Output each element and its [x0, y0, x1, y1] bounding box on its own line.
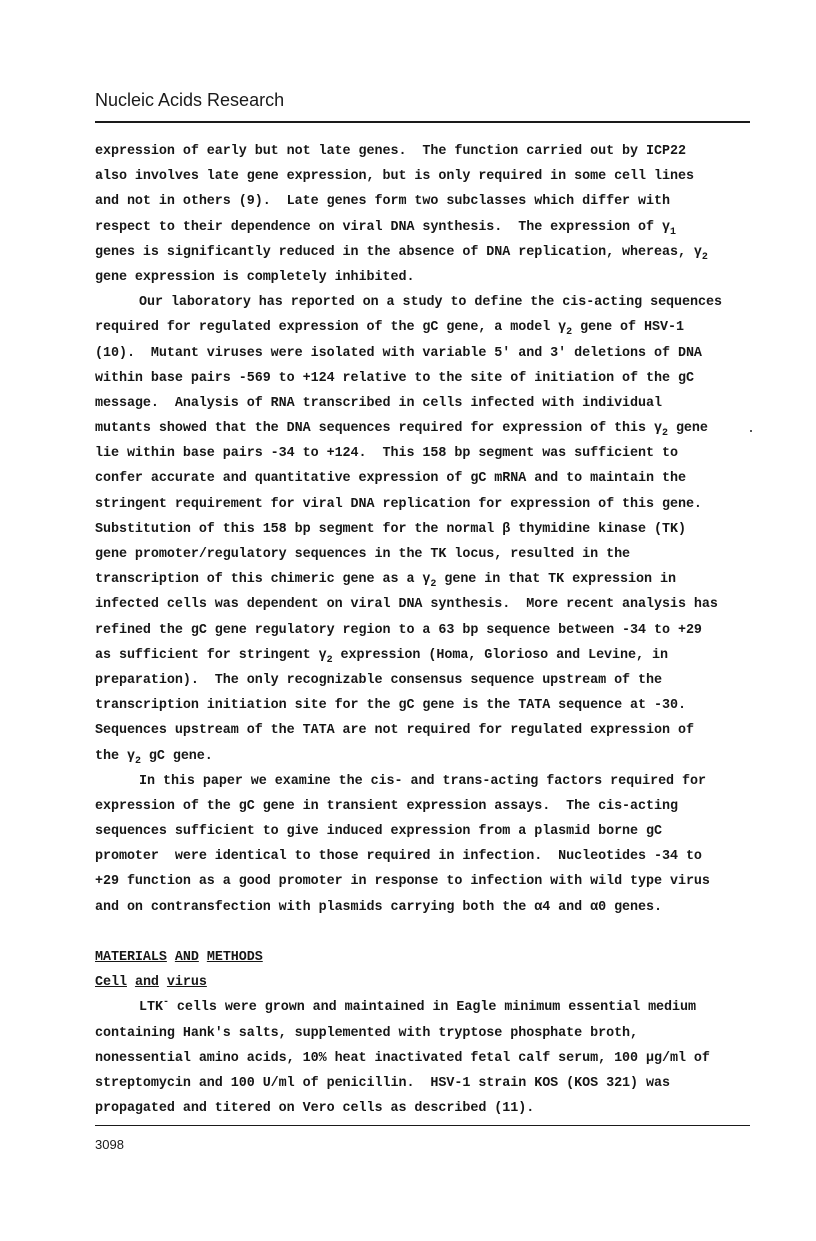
text-segment: gene in that TK expression in [436, 572, 676, 588]
text-line: expression of the gC gene in transient expression assays. The cis-acting [95, 798, 678, 814]
text-line: and on contransfection with plasmids carrying both the α4 and α0 genes. [95, 899, 662, 915]
text-segment: mutants showed that the DNA sequences required for expression of this γ [95, 421, 662, 437]
text-line [95, 215, 755, 240]
text-line: within base pairs -569 to +124 relative to the site of initiation of the gC [95, 370, 694, 386]
text-line [95, 643, 755, 668]
heading-word: METHODS [206, 950, 263, 965]
text-segment: gene of HSV-1 [572, 320, 684, 336]
text-line: confer accurate and quantitative expression of gC mRNA and to maintain the [95, 471, 686, 487]
text-line [95, 995, 755, 1020]
text-line [95, 315, 755, 340]
subscript: 2 [566, 327, 573, 339]
text-line: also involves late gene expression, but is only required in some cell lines [95, 169, 694, 185]
text-line: sequences sufficient to give induced expression from a plasmid borne gC [95, 824, 662, 840]
section-heading [95, 945, 755, 970]
text-segment: expression (Homa, Glorioso and Levine, in [332, 647, 668, 663]
text-line [95, 240, 755, 265]
text-line: stringent requirement for viral DNA replication for expression of this gene. [95, 496, 702, 512]
text-line: Our laboratory has reported on a study to define the cis-acting sequences [139, 295, 722, 311]
stray-mark [750, 430, 752, 432]
subscript: 2 [701, 251, 708, 263]
heading-word: Cell [95, 975, 127, 991]
text-segment: respect to their dependence on viral DNA synthesis. The expression of γ [95, 219, 670, 235]
text-line: message. Analysis of RNA transcribed in cells infected with individual [95, 395, 662, 411]
heading-word: AND [174, 950, 199, 965]
text-line: (10). Mutant viruses were isolated with variable 5' and 3' deletions of DNA [95, 345, 702, 361]
text-line: infected cells was dependent on viral DNA synthesis. More recent analysis has [95, 597, 718, 613]
paragraph-gc-gene-study [95, 290, 755, 769]
subscript: 2 [326, 654, 333, 666]
footer-rule [95, 1125, 750, 1126]
paragraph-cell-virus [95, 995, 755, 1121]
superscript: - [162, 997, 169, 1009]
subscript: 2 [430, 579, 437, 591]
text-segment: cells were grown and maintained in Eagle minimum essential medium [168, 1000, 696, 1016]
text-line: preparation). The only recognizable consensus sequence upstream of the [95, 672, 662, 688]
paragraph-this-paper [95, 769, 755, 920]
journal-title: Nucleic Acids Research [95, 90, 285, 110]
text-line: propagated and titered on Vero cells as described (11). [95, 1101, 535, 1117]
section-spacer [95, 920, 755, 945]
article-body [95, 139, 755, 1121]
paragraph-late-genes [95, 139, 755, 290]
text-segment: transcription of this chimeric gene as a γ [95, 572, 431, 588]
header-rule [95, 121, 750, 123]
text-segment: required for regulated expression of the gC gene, a model γ [95, 320, 567, 336]
text-segment: gene [667, 421, 708, 437]
text-line: Sequences upstream of the TATA are not required for regulated expression of [95, 723, 694, 739]
text-line: In this paper we examine the cis- and trans-acting factors required for [139, 773, 706, 789]
text-line: streptomycin and 100 U/ml of penicillin. HSV-1 strain KOS (KOS 321) was [95, 1075, 670, 1091]
subsection-heading [95, 970, 755, 995]
text-line [95, 416, 755, 441]
text-line: expression of early but not late genes. The function carried out by ICP22 [95, 144, 686, 159]
text-line: nonessential amino acids, 10% heat inactivated fetal calf serum, 100 µg/ml of [95, 1050, 710, 1066]
heading-word: virus [166, 975, 207, 991]
subscript: 2 [134, 755, 141, 767]
text-line [95, 744, 755, 769]
subscript: 1 [669, 226, 676, 238]
text-line: transcription initiation site for the gC gene is the TATA sequence at -30. [95, 698, 686, 714]
text-segment: the γ [95, 748, 135, 764]
text-segment: as sufficient for stringent γ [95, 647, 327, 663]
text-line: promoter were identical to those required in infection. Nucleotides -34 to [95, 849, 702, 865]
text-line: gene expression is completely inhibited. [95, 269, 415, 285]
heading-word: MATERIALS [95, 950, 167, 965]
subscript: 2 [662, 428, 668, 440]
text-line: +29 function as a good promoter in response to infection with wild type virus [95, 874, 710, 890]
page-number: 3098 [95, 1137, 124, 1152]
text-line: containing Hank's salts, supplemented with tryptose phosphate broth, [95, 1025, 639, 1041]
text-line: lie within base pairs -34 to +124. This 158 bp segment was sufficient to [95, 446, 678, 462]
text-segment: gC gene. [140, 748, 213, 764]
text-line: gene promoter/regulatory sequences in the TK locus, resulted in the [95, 547, 631, 562]
text-segment: LTK [139, 1000, 163, 1016]
text-line: refined the gC gene regulatory region to a 63 bp sequence between -34 to +29 [95, 622, 702, 638]
text-line: and not in others (9). Late genes form two subclasses which differ with [95, 194, 670, 210]
text-segment: genes is significantly reduced in the absence of DNA replication, whereas, γ [95, 244, 702, 260]
text-line: Substitution of this 158 bp segment for the normal β thymidine kinase (TK) [95, 521, 686, 537]
heading-word: and [134, 975, 159, 991]
text-line [95, 567, 755, 592]
